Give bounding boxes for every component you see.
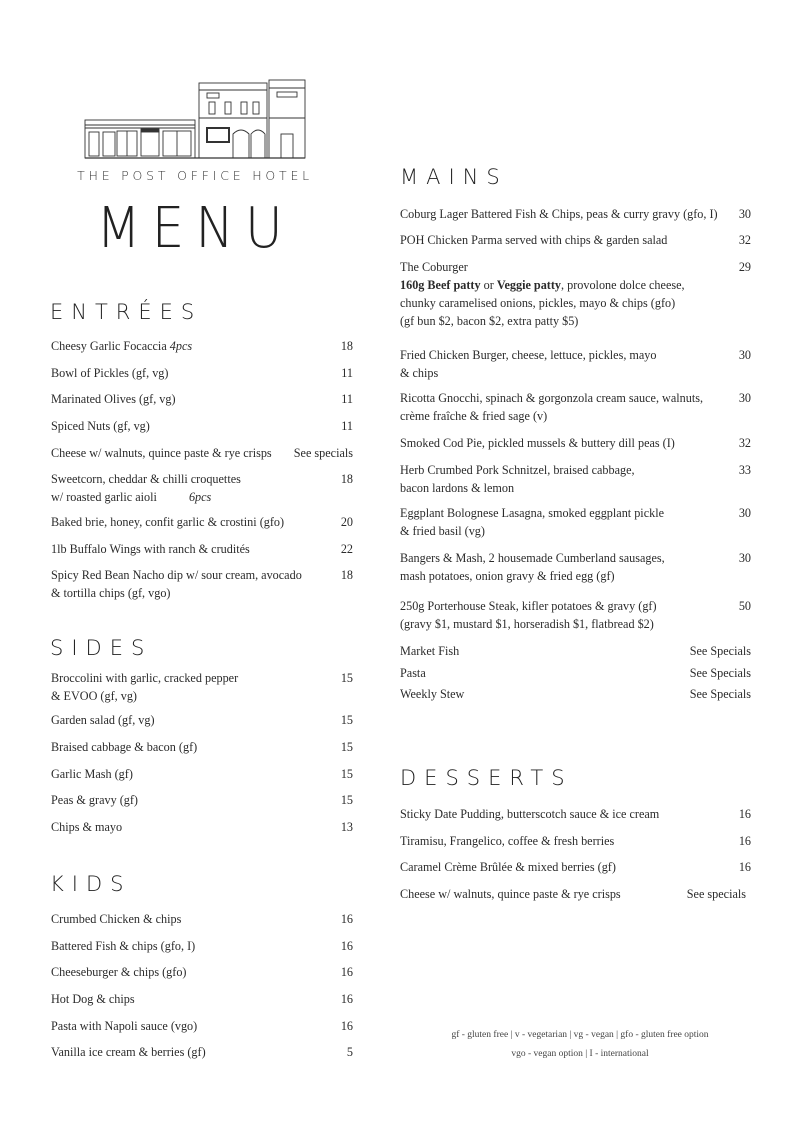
menu-item: Herb Crumbed Pork Schnitzel, braised cabbage, bacon lardons & lemon 33	[400, 463, 751, 495]
menu-item: Pasta with Napoli sauce (vgo) 16	[51, 1019, 353, 1033]
menu-item: Market Fish See Specials	[400, 644, 751, 658]
menu-item: Chips & mayo 13	[51, 820, 353, 834]
menu-item: Sticky Date Pudding, butterscotch sauce & ice cream 16	[400, 807, 751, 821]
menu-item: Hot Dog & chips 16	[51, 992, 353, 1006]
menu-item: 250g Porterhouse Steak, kifler potatoes & gravy (gf) (gravy $1, mustard $1, horseradish $1, flatbread $2) 50	[400, 599, 751, 631]
menu-item: Bowl of Pickles (gf, vg) 11	[51, 366, 353, 380]
menu-item: Crumbed Chicken & chips 16	[51, 912, 353, 926]
menu-item: Garden salad (gf, vg) 15	[51, 713, 353, 727]
menu-item: Spiced Nuts (gf, vg) 11	[51, 419, 353, 433]
menu-item: Ricotta Gnocchi, spinach & gorgonzola cream sauce, walnuts, crème fraîche & fried sage (v) 30	[400, 391, 751, 423]
menu-item: Eggplant Bolognese Lasagna, smoked eggplant pickle & fried basil (vg) 30	[400, 506, 751, 538]
menu-item: Pasta See Specials	[400, 666, 751, 680]
menu-item: Braised cabbage & bacon (gf) 15	[51, 740, 353, 754]
menu-item: Smoked Cod Pie, pickled mussels & buttery dill peas (I) 32	[400, 436, 751, 450]
menu-item: The Coburger 160g Beef patty or Veggie patty, provolone dolce cheese, chunky caramelised onions, pickles, mayo & chips (gfo) (gf bun $2, bacon $2, extra patty $5) 29	[400, 260, 751, 328]
menu-item: 1lb Buffalo Wings with ranch & crudités 22	[51, 542, 353, 556]
menu-item: Peas & gravy (gf) 15	[51, 793, 353, 807]
desserts-heading: DESSERTS	[400, 766, 573, 790]
menu-item: Cheese w/ walnuts, quince paste & rye crisps See specials	[51, 446, 353, 460]
hotel-building-logo	[83, 78, 307, 160]
menu-item: Cheeseburger & chips (gfo) 16	[51, 965, 353, 979]
menu-item: Caramel Crème Brûlée & mixed berries (gf) 16	[400, 860, 751, 874]
kids-heading: KIDS	[50, 872, 132, 896]
sides-heading: SIDES	[50, 636, 153, 660]
mains-heading: MAINS	[400, 165, 508, 189]
menu-item: Baked brie, honey, confit garlic & crostini (gfo) 20	[51, 515, 353, 529]
menu-item: Weekly Stew See Specials	[400, 687, 751, 701]
dietary-legend-line-1: gf - gluten free | v - vegetarian | vg - vegan | gfo - gluten free option	[451, 1030, 709, 1040]
hotel-name: THE POST OFFICE HOTEL	[77, 168, 313, 183]
menu-item: Cheese w/ walnuts, quince paste & rye crisps See specials	[400, 887, 746, 901]
dietary-legend-line-2: vgo - vegan option | I - international	[511, 1049, 649, 1059]
entrees-heading: ENTRÉES	[50, 300, 203, 324]
menu-item: Cheesy Garlic Focaccia 4pcs 18	[51, 339, 353, 353]
menu-item: Tiramisu, Frangelico, coffee & fresh berries 16	[400, 834, 751, 848]
menu-item: Garlic Mash (gf) 15	[51, 767, 353, 781]
menu-item: Broccolini with garlic, cracked pepper & EVOO (gf, vg) 15	[51, 671, 353, 703]
menu-item: Vanilla ice cream & berries (gf) 5	[51, 1045, 353, 1059]
menu-item: Battered Fish & chips (gfo, I) 16	[51, 939, 353, 953]
menu-item: Sweetcorn, cheddar & chilli croquettes w/ roasted garlic aioli 6pcs 18	[51, 472, 353, 504]
menu-title: MENU	[96, 196, 294, 261]
menu-item: Spicy Red Bean Nacho dip w/ sour cream, avocado & tortilla chips (gf, vgo) 18	[51, 568, 353, 600]
menu-item: Bangers & Mash, 2 housemade Cumberland sausages, mash potatoes, onion gravy & fried egg (gf) 30	[400, 551, 751, 583]
menu-item: POH Chicken Parma served with chips & garden salad 32	[400, 233, 751, 247]
menu-item: Fried Chicken Burger, cheese, lettuce, pickles, mayo & chips 30	[400, 348, 751, 380]
menu-item: Marinated Olives (gf, vg) 11	[51, 392, 353, 406]
menu-item: Coburg Lager Battered Fish & Chips, peas & curry gravy (gfo, I) 30	[400, 207, 751, 221]
